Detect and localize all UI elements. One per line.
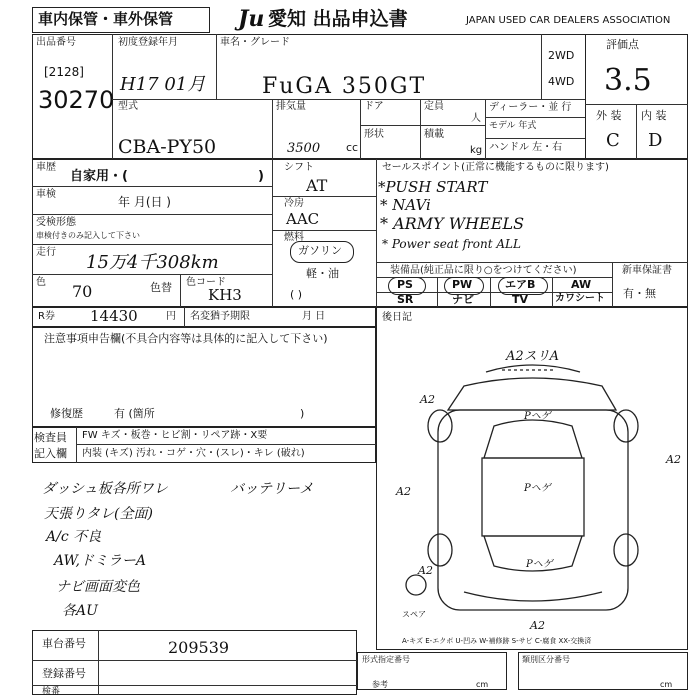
fuel-label: 燃料 — [284, 232, 304, 243]
diagram-mark-3: A2 — [396, 485, 411, 498]
selling-point-2: * NAVi — [380, 196, 431, 214]
shape-label: 形状 — [364, 129, 384, 140]
storage-label: 車内保管・車外保管 — [38, 10, 174, 28]
spare-label: スペア — [402, 610, 426, 619]
inspector-note-7: 各AU — [62, 603, 98, 619]
repair-value: 有 (箇所 — [114, 407, 155, 420]
footer-cm-right: cm — [660, 680, 673, 689]
inspector-note-2: バッテリーメ — [230, 481, 314, 497]
repair-close: ) — [300, 407, 305, 420]
lot-check-label: 検番 — [42, 687, 61, 697]
equip-airbag: エアB — [505, 278, 536, 291]
interior-label: 内 装 — [641, 109, 667, 122]
chassis-value: 209539 — [168, 638, 230, 657]
displacement-unit: cc — [346, 141, 359, 154]
fuel-diesel: 軽・油 — [306, 267, 339, 280]
registration-value: H17 01月 — [120, 74, 206, 95]
color-code-value: KH3 — [208, 286, 242, 304]
registration-label: 初度登録年月 — [118, 37, 178, 48]
footer-note-label-left: 参考 — [372, 680, 388, 689]
lot-number: 30270 — [38, 86, 115, 114]
selling-point-1: *PUSH START — [378, 178, 488, 196]
inspector-label: 検査員 — [34, 431, 67, 444]
dealer-label: ディーラー・並 行 — [489, 102, 572, 113]
equip-sr: SR — [397, 293, 414, 306]
displacement-label: 排気量 — [276, 101, 306, 112]
lot-label: 出品番号 — [36, 37, 76, 48]
inspector-note-1: ダッシュ板各所ワレ — [42, 481, 168, 497]
diagram-rear-label: 後日記 — [382, 312, 412, 323]
diagram-patch-3: Pヘゲ — [526, 559, 553, 570]
name-change-date: 月 日 — [302, 311, 326, 322]
displacement-value: 3500 — [287, 141, 321, 156]
recycle-label: R券 — [38, 311, 55, 322]
interior-value: D — [648, 130, 663, 151]
color-change-label: 色替 — [150, 281, 172, 294]
receipt-label: 受検形態 — [36, 217, 76, 228]
equip-aw: AW — [571, 278, 592, 291]
selling-point-3: * ARMY WHEELS — [380, 214, 525, 233]
equip-ps-circle — [388, 277, 426, 295]
fuel-other: ( ) — [290, 288, 303, 301]
equip-pw: PW — [452, 278, 473, 291]
type-value: CBA-PY50 — [118, 136, 217, 158]
diagram-mark-5: A2 — [530, 619, 545, 632]
door-label: ドア — [364, 101, 384, 112]
history-label: 車歴 — [36, 162, 56, 173]
handle-label: ハンドル 左・右 — [489, 142, 563, 153]
lot-sub-number: [2128] — [44, 65, 84, 79]
damage-legend: A-キズ E-エクボ U-凹み W-補修跡 S-サビ C-腐食 XX-交換済 — [402, 637, 592, 645]
shift-value: AT — [306, 176, 328, 195]
diagram-mark-2: A2 — [666, 453, 681, 466]
exterior-label: 外 装 — [596, 109, 622, 122]
recycle-unit: 円 — [166, 311, 176, 322]
shape-spec-label: 形式指定番号 — [362, 655, 410, 664]
car-diagram — [376, 330, 688, 630]
score-value: 3.5 — [604, 63, 652, 98]
type-label: 型式 — [118, 101, 138, 112]
mileage-label: 走行 — [36, 247, 56, 258]
equip-airbag-circle — [498, 277, 548, 295]
inspector-note-3: 天張りタレ(全面) — [44, 506, 153, 522]
diagram-mark-4: A2 — [418, 564, 433, 577]
equipment-label: 装備品(純正品に限り○をつけてください) — [390, 265, 577, 276]
form-title: 愛知 出品申込書 — [268, 8, 408, 30]
model-value: FuGA 350GT — [262, 74, 427, 99]
equip-ps: PS — [397, 278, 413, 291]
inspection-value: 年 月(日 ) — [118, 195, 171, 209]
inspector-note-4: A/c 不良 — [46, 529, 102, 545]
exterior-value: C — [606, 130, 620, 151]
warranty-label: 新車保証書 — [622, 265, 672, 276]
history-value: 自家用・( — [70, 169, 128, 184]
inspector-row-1: FW キズ・板巻・ヒビ割・リペア跡・X要 — [82, 430, 268, 441]
inspector-note-5: AW,ドミラーA — [54, 553, 147, 569]
chassis-label: 車台番号 — [42, 637, 86, 650]
capacity-label: 定員 — [424, 101, 444, 112]
diagram-patch-1: Pヘゲ — [524, 411, 551, 422]
history-value-close: ) — [258, 169, 264, 184]
entry-label: 記入欄 — [34, 447, 67, 460]
equip-tv: TV — [512, 293, 529, 306]
diagram-mark-1: A2 — [420, 393, 435, 406]
equip-leather: カワシート — [555, 293, 605, 304]
receipt-note: 車検付きのみ記入して下さい — [36, 231, 140, 240]
association-name: JAPAN USED CAR DEALERS ASSOCIATION — [466, 15, 671, 26]
score-label: 評価点 — [606, 38, 639, 51]
color-label: 色 — [36, 277, 46, 288]
aircon-label: 冷房 — [284, 198, 304, 209]
load-unit: kg — [470, 145, 483, 156]
notes-label: 注意事項申告欄(不具合内容等は具体的に記入して下さい) — [44, 332, 328, 345]
warranty-value: 有・無 — [623, 287, 656, 300]
class-number-label: 類別区分番号 — [522, 655, 570, 664]
aircon-value: AAC — [286, 210, 320, 228]
diagram-top-note: A2スリA — [506, 349, 560, 364]
selling-point-4: * Power seat front ALL — [382, 237, 521, 251]
inspection-label: 車検 — [36, 189, 56, 200]
recycle-value: 14430 — [90, 307, 138, 325]
drive-4wd: 4WD — [548, 75, 575, 88]
brand-logo: Ju — [238, 6, 265, 32]
model-label: 車名・グレード — [220, 37, 290, 48]
equip-pw-circle — [444, 277, 484, 295]
model-year-label: モデル 年式 — [489, 121, 537, 131]
equip-navi: ナビ — [452, 293, 474, 306]
selling-points-label: セールスポイント(正常に機能するものに限ります) — [382, 162, 609, 173]
shift-label: シフト — [284, 162, 314, 173]
name-change-label: 名変猶予期限 — [190, 311, 250, 322]
fuel-gas: ガソリン — [298, 244, 342, 257]
color-code-label: 色コード — [186, 277, 226, 288]
drive-2wd: 2WD — [548, 49, 575, 62]
mileage-value: 15万4千308km — [86, 252, 219, 273]
repair-label: 修復歴 — [50, 407, 83, 420]
capacity-unit: 人 — [471, 113, 481, 124]
reg-number-label: 登録番号 — [42, 667, 86, 680]
inspector-row-2: 内装 (キズ) 汚れ・コゲ・穴・(スレ)・キレ (破れ) — [82, 448, 305, 459]
footer-cm-left: cm — [476, 680, 489, 689]
color-value: 70 — [72, 282, 93, 301]
diagram-patch-2: Pヘゲ — [524, 483, 551, 494]
load-label: 積載 — [424, 129, 444, 140]
inspector-note-6: ナビ画面変色 — [56, 579, 140, 595]
